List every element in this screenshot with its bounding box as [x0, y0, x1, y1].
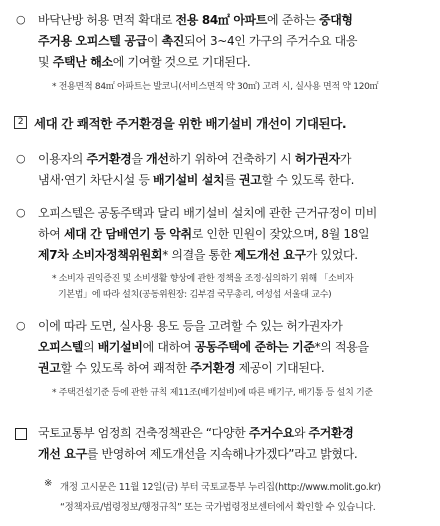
s4-line-1: 이에 따라 도면, 실사용 용도 등을 고려할 수 있는 허가권자가 — [38, 319, 343, 333]
s4-line-3: 권고할 수 있도록 하여 쾌적한 주거환경 제공이 기대된다. — [38, 361, 325, 375]
s4-footnote: * 주택건설기준 등에 관한 규칙 제11조(배기설비)에 따른 배기구, 배기통 등 설치 기준 — [52, 388, 373, 398]
s3-line-3: 제7차 소비자정책위원회* 의결을 통한 제도개선 요구가 있었다. — [38, 248, 358, 262]
s2-line-2: 냄새·연기 차단시설 등 배기설비 설치를 권고할 수 있도록 한다. — [38, 173, 355, 187]
s4-line-2: 오피스텔의 배기설비에 대하여 공동주택에 준하는 기준*의 적용을 — [38, 340, 369, 354]
s2-line-1: 이용자의 주거환경을 개선하기 위하여 건축하기 시 허가권자가 — [38, 152, 352, 166]
section-number-box: 2 — [14, 116, 27, 129]
s1-line-1: 바닥난방 허용 면적 확대로 전용 84㎡ 아파트에 준하는 중대형 — [38, 13, 353, 27]
s3-line-2: 하여 세대 간 담배연기 등 악취로 인한 민원이 잦았으며, 8월 18일 — [38, 227, 370, 241]
footer-line-2: “정책자료/법령정보/행정규칙” 또는 국가법령정보센터에서 확인할 수 있습니다. — [60, 502, 376, 513]
s1-line-2: 주거용 오피스텔 공급이 촉진되어 3~4인 가구의 주거수요 대응 — [38, 34, 358, 48]
s3-line-1: 오피스텔은 공동주택과 달리 배기설비 설치에 관한 근거규정이 미비 — [38, 206, 378, 220]
footer-line-1: 개정 고시문은 11월 12일(금) 부터 국토교통부 누리집(http://www.molit.go.kr) — [60, 482, 381, 493]
square-bullet-icon — [15, 428, 27, 440]
bullet-circle: ○ — [16, 152, 26, 165]
s5-line-2: 개선 요구를 반영하여 제도개선을 지속해나가겠다”라고 밝혔다. — [38, 447, 358, 461]
s1-line-3: 및 주택난 해소에 기여할 것으로 기대된다. — [38, 55, 251, 69]
s5-line-1: 국토교통부 엄정희 건축정책관은 “다양한 주거수요와 주거환경 — [38, 426, 354, 440]
s3-footnote-line-2: 기본법」에 따라 설치(공동위원장: 김부겸 국무총리, 여성섭 서울대 교수) — [58, 290, 332, 300]
bullet-circle: ○ — [16, 319, 26, 332]
s3-footnote-line-1: * 소비자 권익증진 및 소비생활 향상에 관한 정책을 조정·심의하기 위해 「소비자 — [52, 274, 354, 284]
reference-mark: ※ — [44, 478, 53, 489]
bullet-circle: ○ — [16, 13, 26, 26]
section-heading-text: 세대 간 쾌적한 주거환경을 위한 배기설비 개선이 기대된다. — [34, 116, 347, 131]
s1-footnote: * 전용면적 84㎡ 아파트는 발코니(서비스면적 약 30㎡) 고려 시, 실사용 면적 약 120㎡ — [52, 82, 379, 92]
bullet-circle: ○ — [16, 206, 26, 219]
